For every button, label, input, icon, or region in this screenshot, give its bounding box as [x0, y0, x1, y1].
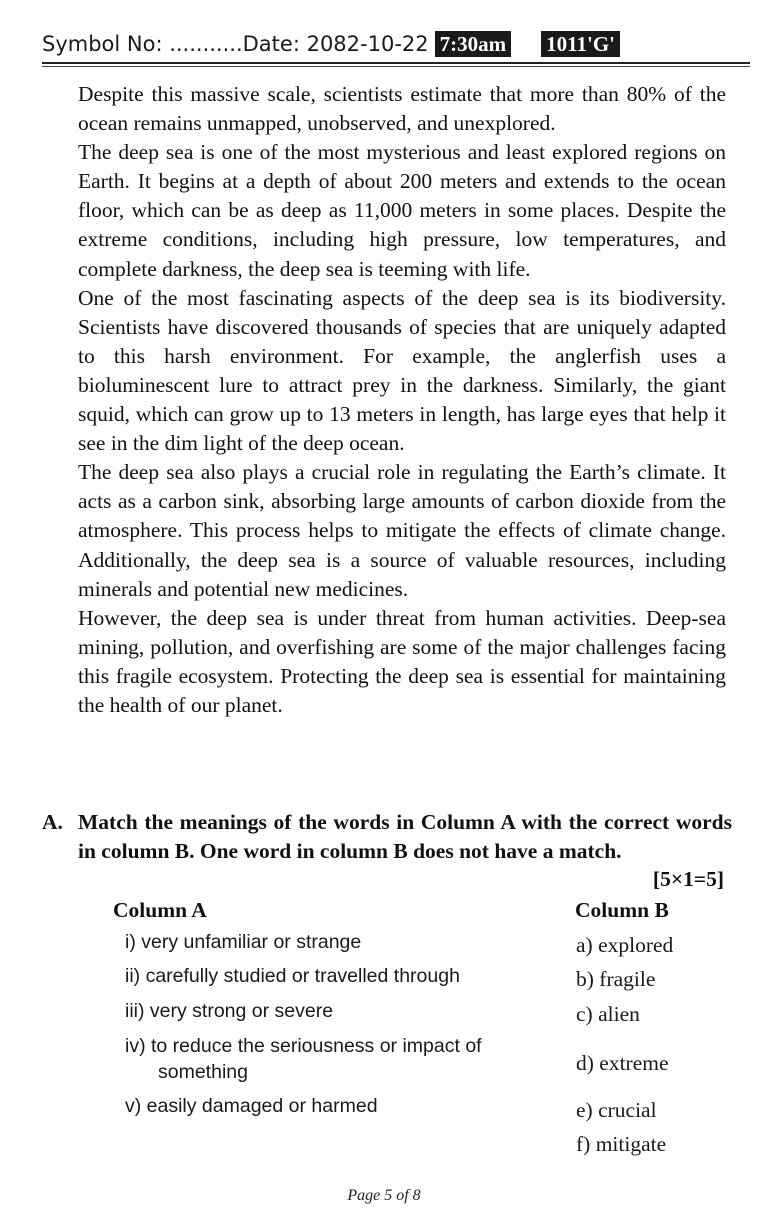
column-a-item: iv) to reduce the seriousness or impact of — [125, 1035, 482, 1057]
paragraph: Despite this massive scale, scientists estimate that more than 80% of the ocean remains unmapped, unobserved, and unexplored. — [78, 82, 726, 136]
column-b-item: a) explored — [576, 933, 674, 957]
column-a-item: ii) carefully studied or travelled through — [125, 965, 460, 987]
header-rule — [42, 62, 750, 64]
column-b-item: c) alien — [576, 1002, 640, 1026]
column-b-item: d) extreme — [576, 1051, 669, 1075]
reading-passage — [78, 80, 726, 720]
column-a-heading: Column A — [113, 898, 207, 922]
time-badge: 7:30am — [435, 31, 512, 57]
column-b-heading: Column B — [575, 898, 669, 922]
column-b-item: f) mitigate — [576, 1132, 667, 1156]
page-number: Page 5 of 8 — [347, 1187, 421, 1204]
symbol-number-label: Symbol No: ........... — [42, 32, 243, 56]
code-badge: 1011'G' — [541, 31, 620, 57]
column-a-item: iii) very strong or severe — [125, 1000, 334, 1022]
exam-header — [42, 26, 750, 62]
exam-date: Date: 2082-10-22 — [242, 32, 429, 56]
paragraph: One of the most fascinating aspects of the deep sea is its biodiversity. Scientists have discovered thousands of species that are uniquely adapted to this harsh environment. For example, the anglerfish uses a bioluminescent lure to attract prey in the darkness. Similarly, the giant squid, which can grow up to 13 meters in length, has large eyes that help it see in the dim light of the deep ocean. — [78, 285, 726, 456]
question-instruction: Match the meanings of the words in Column A with the correct words in column B. One word in column B does not have a match. — [78, 810, 732, 863]
column-b-item: e) crucial — [576, 1098, 657, 1122]
question-letter: A. — [42, 810, 63, 834]
question-marks: [5×1=5] — [652, 867, 724, 891]
column-b-item: b) fragile — [576, 967, 656, 991]
paragraph: The deep sea is one of the most mysterious and least explored regions on Earth. It begins at a depth of about 200 meters and extends to the ocean floor, which can be as deep as 11,000 meters in some places. Despite the extreme conditions, including high pressure, low temperatures, and complete darkness, the deep sea is teeming with life. — [78, 140, 726, 281]
paragraph: However, the deep sea is under threat from human activities. Deep-sea mining, pollution, and overfishing are some of the major challenges facing this fragile ecosystem. Protecting the deep sea is essential for maintaining the health of our planet. — [78, 605, 726, 717]
paragraph: The deep sea also plays a crucial role in regulating the Earth’s climate. It acts as a carbon sink, absorbing large amounts of carbon dioxide from the atmosphere. This process helps to mitigate the effects of climate change. Additionally, the deep sea is a source of valuable resources, including minerals and potential new medicines. — [78, 460, 726, 601]
header-rule-thin — [42, 66, 750, 67]
column-a-item: i) very unfamiliar or strange — [125, 931, 362, 953]
column-a-item-continuation: something — [158, 1061, 248, 1083]
question-a — [42, 808, 732, 891]
column-a-item: v) easily damaged or harmed — [125, 1095, 378, 1117]
